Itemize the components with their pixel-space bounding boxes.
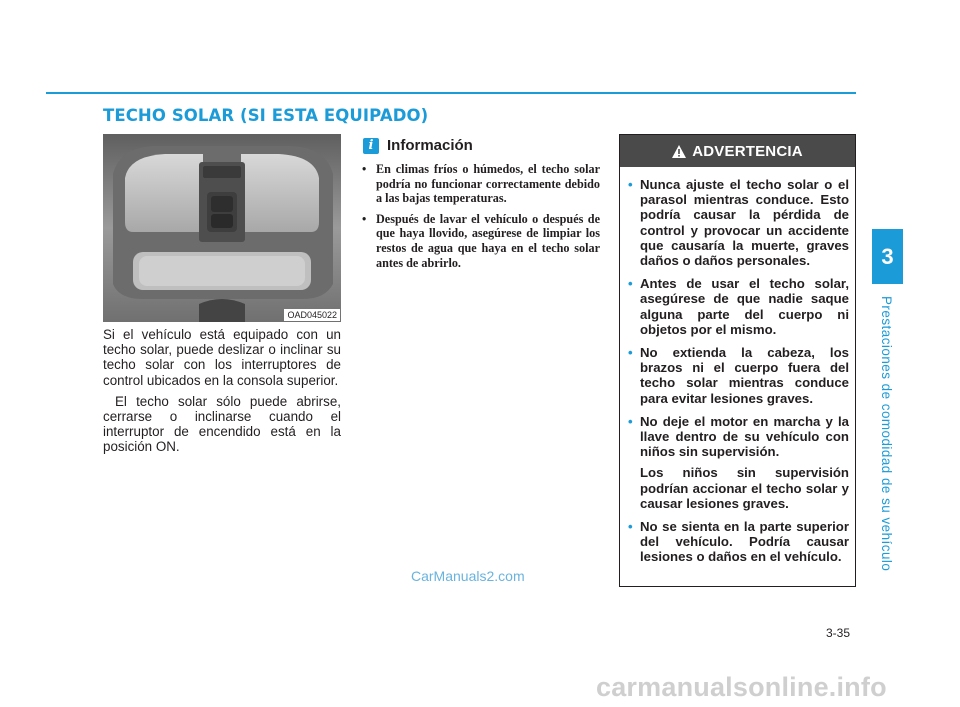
warning-item-text: No se sienta en la parte superior del vehículo. Podría causar lesiones o daños en el vehículo.	[640, 519, 849, 565]
warning-triangle-icon	[672, 145, 686, 158]
info-item-2: • Después de lavar el vehículo o después de que haya llovido, asegúrese de limpiar los restos de agua que haya en el techo solar antes de abrirlo.	[362, 211, 600, 270]
chapter-label: Prestaciones de comodidad de su vehículo	[879, 296, 894, 572]
warning-item-4-sub: Los niños sin supervisión podrían accionar el techo solar y causar lesiones graves.	[640, 465, 849, 511]
warning-header	[620, 135, 855, 167]
warning-item-2: • Antes de usar el techo solar, asegúrese de que nadie saque alguna parte del cuerpo ni objetos por el mismo.	[628, 276, 849, 337]
info-item-text: En climas fríos o húmedos, el techo solar podría no funcionar correctamente debido a las bajas temperaturas.	[376, 162, 600, 206]
warning-list	[628, 177, 849, 573]
info-item-text: Después de lavar el vehículo o después de que haya llovido, asegúrese de limpiar los restos de agua que haya en el techo solar antes de abrirlo.	[376, 211, 600, 270]
warning-item-text: No extienda la cabeza, los brazos ni el cuerpo fuera del techo solar mientras conduce para evitar lesiones graves.	[640, 345, 849, 406]
info-item-1: • En climas fríos o húmedos, el techo solar podría no funcionar correctamente debido a las bajas temperaturas.	[362, 162, 600, 206]
warning-box	[619, 134, 856, 587]
warning-item-4: • No deje el motor en marcha y la llave dentro de su vehículo con niños sin supervisión. Los niños sin supervisión podrían accionar el techo solar y causar lesiones graves.	[628, 413, 849, 511]
overhead-console-photo	[103, 134, 341, 322]
section-title: TECHO SOLAR (SI ESTA EQUIPADO)	[103, 106, 429, 125]
warning-title: ADVERTENCIA	[692, 142, 803, 160]
info-title: Información	[387, 137, 473, 154]
overhead-console-image	[103, 134, 341, 322]
watermark-carmanuals2[interactable]: CarManuals2.com	[411, 568, 525, 584]
warning-item-text: Nunca ajuste el techo solar o el parasol mientras conduce. Esto podría causar la pérdida de control y provocar un accidente que causaría la muerte, graves daños o daños personales.	[640, 177, 849, 269]
info-icon: i	[363, 138, 379, 154]
warning-item-text: Antes de usar el techo solar, asegúrese de que nadie saque alguna parte del cuerpo ni objetos por el mismo.	[640, 276, 849, 337]
body-paragraph-2: El techo solar sólo puede abrirse, cerrarse o inclinarse cuando el interruptor de encendido está en la posición ON.	[103, 393, 341, 455]
warning-item-3: • No extienda la cabeza, los brazos ni el cuerpo fuera del techo solar mientras conduce para evitar lesiones graves.	[628, 345, 849, 406]
watermark-carmanualsonline[interactable]: carmanualsonline.info	[596, 672, 887, 702]
page-number: 3-35	[826, 626, 851, 640]
figure-code: OAD045022	[284, 309, 340, 321]
warning-item-5: • No se sienta en la parte superior del vehículo. Podría causar lesiones o daños en el vehículo.	[628, 519, 849, 565]
body-text	[103, 327, 341, 461]
top-rule	[46, 92, 856, 94]
info-list	[358, 162, 600, 276]
warning-item-text: No deje el motor en marcha y la llave dentro de su vehículo con niños sin supervisión.	[640, 413, 849, 460]
warning-item-1: • Nunca ajuste el techo solar o el parasol mientras conduce. Esto podría causar la pérdida de control y provocar un accidente que causaría la muerte, graves daños o daños personales.	[628, 177, 849, 269]
body-paragraph-1: Si el vehículo está equipado con un techo solar, puede deslizar o inclinar su techo solar con los interruptores de control ubicados en la consola superior.	[103, 327, 341, 388]
chapter-tab: 3	[872, 229, 903, 284]
